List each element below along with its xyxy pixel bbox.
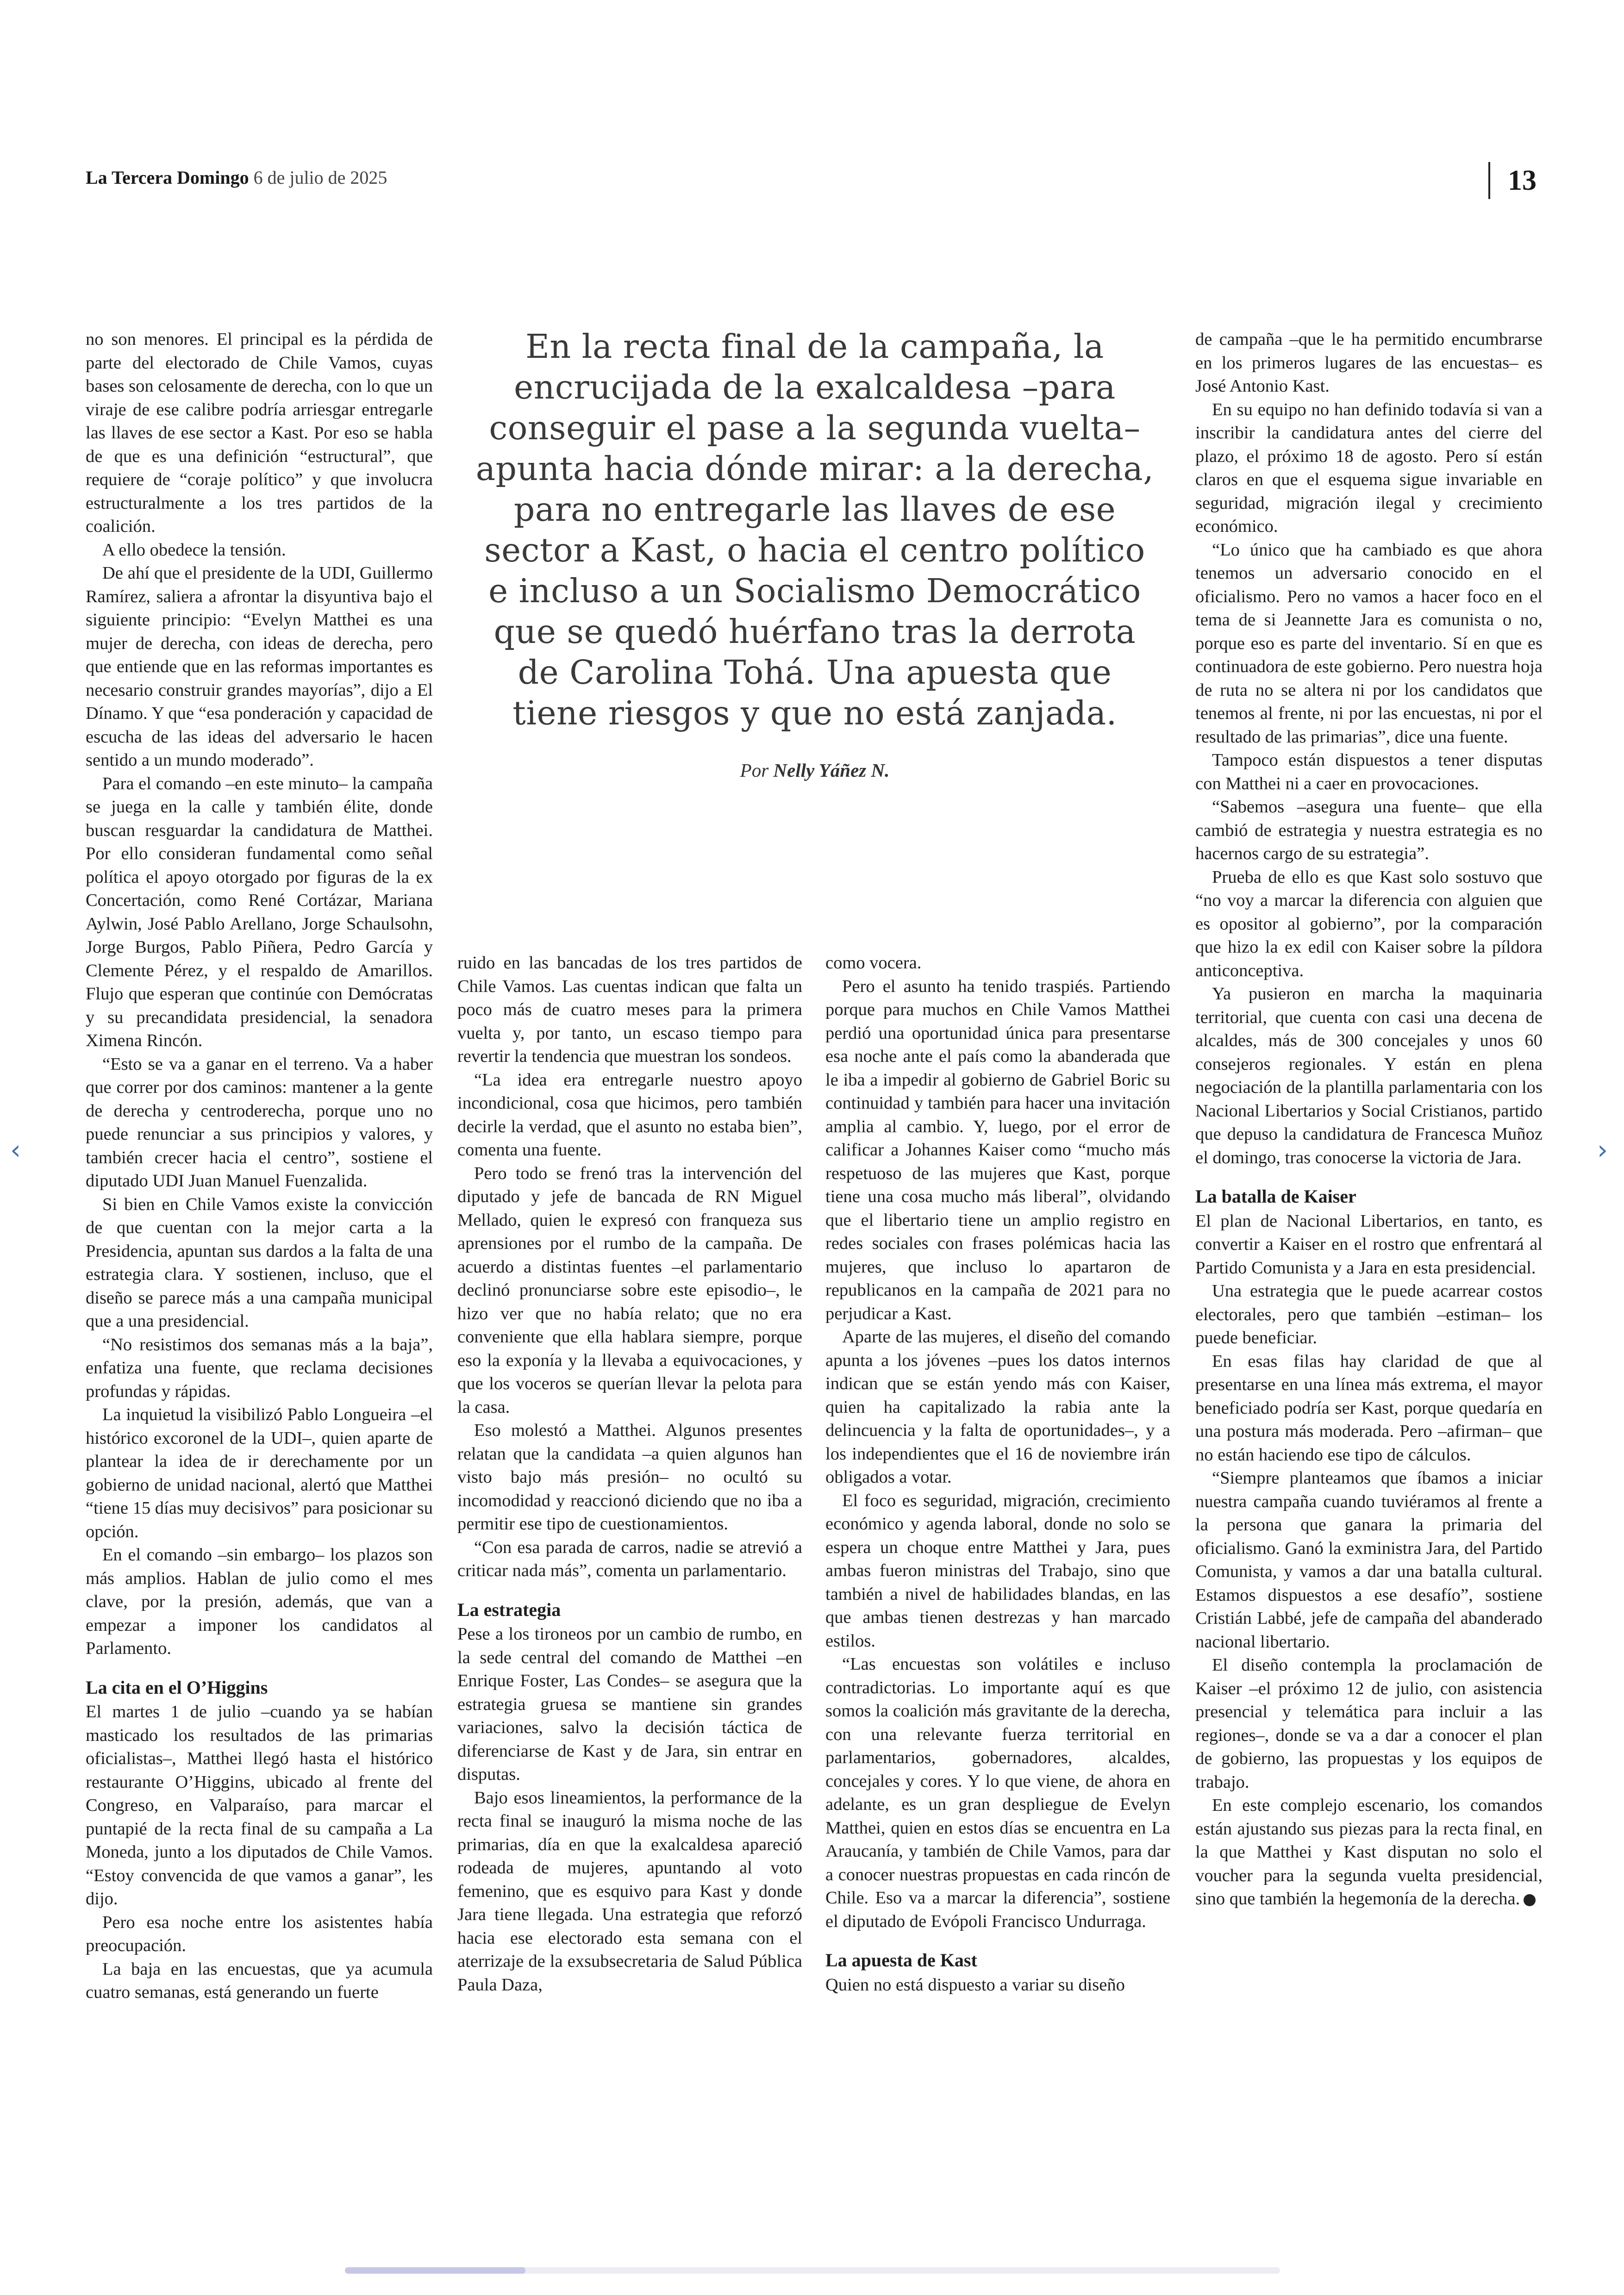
end-mark-icon xyxy=(1524,1894,1536,1906)
section-heading: La batalla de Kaiser xyxy=(1195,1186,1356,1207)
paragraph: Si bien en Chile Vamos existe la convicción de que cuentan con la mejor carta a la Presidencia, apuntan sus dardos a la falta de una estrategia clara. Y sostienen, incluso, que el diseño se parece más a una campaña municipal que a una presidencial. xyxy=(86,1194,433,1331)
article-column-2 xyxy=(457,951,802,1996)
paragraph: “Siempre planteamos que íbamos a iniciar nuestra campaña cuando tuviéramos al frente a la persona que ganara la primaria del oficialismo. Ganó la exministra Jara, del Partido Comunista, y vamos a dar una batalla cultural. Estamos dispuestos a ese desafío”, sostiene Cristián Labbé, jefe de campaña del abanderado nacional libertario. xyxy=(1195,1468,1543,1652)
paragraph: Bajo esos lineamientos, la performance de la recta final se inauguró la misma noche de las primarias, día en que la exalcaldesa apareció rodeada de mujeres, apuntando al voto femenino, que es esquivo para Kast y donde Jara tiene llegada. Una estrategia que reforzó hacia ese electorado esta semana con el aterrizaje de la exsubsecretaria de Salud Pública Paula Daza, xyxy=(457,1788,802,1995)
paragraph: “Lo único que ha cambiado es que ahora tenemos un adversario conocido en el oficialismo. Pero no vamos a hacer foco en el tema de si Jeannette Jara es comunista o no, porque eso es parte del inventario. Sí en que es continuadora de este gobierno. Pero nuestra hoja de ruta no se altera ni por los candidatos que tenemos al frente, ni por las encuestas, ni por el resultado de las primarias”, dice una fuente. xyxy=(1195,540,1543,747)
paragraph: “Las encuestas son volátiles e incluso contradictorias. Lo importante aquí es que somos la coalición más gravitante de la derecha, con una relevante fuerza territorial en parlamentarios, gobernadores, alcaldes, concejales y cores. Y lo que viene, de ahora en adelante, es un gran despliegue de Evelyn Matthei, quien en estos días se encuentra en La Araucanía, y también de Chile Vamos, para dar a conocer nuestras propuestas en cada rincón de Chile. Eso va a marcar la diferencia”, sostiene el diputado de Evópoli Francisco Undurraga. xyxy=(825,1654,1170,1931)
article-column-3 xyxy=(825,951,1170,1996)
paragraph: no son menores. El principal es la pérdida de parte del electorado de Chile Vamos, cuyas bases son celosamente de derecha, con lo que un viraje de ese calibre podría arriesgar entregarle las llaves de ese sector a Kast. Por eso se habla de que es una definición “estructural”, que requiere de “coraje político” y que involucra estructuralmente a los tres partidos de la coalición. xyxy=(86,330,433,536)
chevron-right-icon[interactable]: › xyxy=(1597,1134,1608,1166)
byline xyxy=(472,759,1157,781)
paragraph: Pero esa noche entre los asistentes había preocupación. xyxy=(86,1912,433,1955)
paragraph: La inquietud la visibilizó Pablo Longueira –el histórico excoronel de la UDI–, quien aparte de plantear la idea de ir derechamente por un gobierno de unidad nacional, alertó que Matthei “tiene 15 días muy decisivos” para posicionar su opción. xyxy=(86,1405,433,1541)
article-column-1 xyxy=(86,328,433,2004)
paragraph: “Esto se va a ganar en el terreno. Va a haber que correr por dos caminos: mantener a la gente de derecha y centroderecha, porque uno no puede renunciar a sus principios y valores, y también crecer hacia el centro”, sostiene el diputado UDI Juan Manuel Fuenzalida. xyxy=(86,1054,433,1191)
paragraph: Tampoco están dispuestos a tener disputas con Matthei ni a caer en provocaciones. xyxy=(1195,750,1543,793)
paragraph: “La idea era entregarle nuestro apoyo incondicional, cosa que hicimos, pero también decirle la verdad, que el asunto no estaba bien”, comenta una fuente. xyxy=(457,1070,802,1160)
paragraph: Aparte de las mujeres, el diseño del comando apunta a los jóvenes –pues los datos internos indican que se están yendo más con Kaiser, quien ha capitalizado la rabia ante la delincuencia y la falta de oportunidades–, y a los independientes que el 16 de noviembre irán obligados a votar. xyxy=(825,1327,1170,1487)
chevron-left-icon[interactable]: ‹ xyxy=(10,1134,21,1166)
paragraph: En esas filas hay claridad de que al presentarse en una línea más extrema, el mayor beneficiado podría ser Kast, porque quedaría en una postura más moderada. Pero –afirman– que no están haciendo ese tipo de cálculos. xyxy=(1195,1351,1543,1465)
byline-author: Nelly Yáñez N. xyxy=(773,760,890,781)
publication-name: La Tercera Domingo xyxy=(86,167,249,188)
paragraph: En su equipo no han definido todavía si van a inscribir la candidatura antes del cierre del plazo, el próximo 18 de agosto. Pero sí están claros en que el esquema sigue invariable en seguridad, migración ilegal y crecimiento económico. xyxy=(1195,399,1543,536)
paragraph: ruido en las bancadas de los tres partidos de Chile Vamos. Las cuentas indican que falta un poco más de cuatro meses para la primera vuelta y, por tanto, un escaso tiempo para revertir la tendencia que muestran los sondeos. xyxy=(457,953,802,1066)
paragraph: Quien no está dispuesto a variar su diseño xyxy=(825,1975,1125,1995)
paragraph: El foco es seguridad, migración, crecimiento económico y agenda laboral, donde no solo se espera un choque entre Matthei y Jara, pues ambas fueron ministras del Trabajo, sino que también a nivel de habilidades blandas, en las que ambas tienen destrezas y han marcado estilos. xyxy=(825,1491,1170,1651)
paragraph: Eso molestó a Matthei. Algunos presentes relatan que la candidata –a quien algunos han visto bajo más presión– no ocultó su incomodidad y reaccionó diciendo que no iba a permitir ese tipo de cuestionamientos. xyxy=(457,1421,802,1534)
paragraph: El martes 1 de julio –cuando ya se habían masticado los resultados de las primarias oficialistas–, Matthei llegó hasta el histórico restaurante O’Higgins, ubicado al frente del Congreso, en Valparaíso, para marcar el puntapié de la recta final de su campaña a La Moneda, junto a los diputados de Chile Vamos. “Estoy convencida de que vamos a ganar”, les dijo. xyxy=(86,1702,433,1908)
scrollbar-thumb[interactable] xyxy=(345,2267,525,2274)
section-heading: La apuesta de Kast xyxy=(825,1950,977,1971)
paragraph: “No resistimos dos semanas más a la baja”, enfatiza una fuente, que reclama decisiones profundas y rápidas. xyxy=(86,1335,433,1401)
article-deck: En la recta final de la campaña, la encrucijada de la exalcaldesa –para conseguir el pase a la segunda vuelta– apunta hacia dónde mirar: a la derecha, para no entregarle las llaves de ese sector a Kast, o hacia el centro político e incluso a un Socialismo Democrático que se quedó huérfano tras la derrota de Carolina Tohá. Una apuesta que tiene riesgos y que no está zanjada. xyxy=(475,327,1154,732)
section-heading: La estrategia xyxy=(457,1599,561,1620)
paragraph: Para el comando –en este minuto– la campaña se juega en la calle y también élite, donde buscan resguardar la candidatura de Matthei. Por ello consideran fundamental como señal política el apoyo otorgado por figuras de la ex Concertación, como René Cortázar, Mariana Aylwin, José Pablo Arellano, Jorge Schaulsohn, Jorge Burgos, Pablo Piñera, Pedro García y Clemente Pérez, y el respaldo de Amarillos. Flujo que esperan que continúe con Demócratas y su precandidata presidencial, la senadora Ximena Rincón. xyxy=(86,773,433,1050)
paragraph: Pero el asunto ha tenido traspiés. Partiendo porque para muchos en Chile Vamos Matthei perdió una oportunidad única para presentarse esa noche ante el país como la abanderada que le iba a impedir al gobierno de Gabriel Boric su continuidad y también para hacer una invitación amplia al cambio. Y, luego, por el error de calificar a Johannes Kaiser como “mucho más respetuoso de las mujeres que Kast, porque tiene una cosa mucho más liberal”, olvidando que el libertario tiene un amplio registro en redes sociales con frases polémicas hacia las mujeres, que incluso lo apartaron de republicanos en la campaña de 2021 para no perjudicar a Kast. xyxy=(825,976,1170,1323)
paragraph: Pese a los tironeos por un cambio de rumbo, en la sede central del comando de Matthei –en Enrique Foster, Las Condes– se asegura que la estrategia gruesa se mantiene sin grandes variaciones, salvo la decisión táctica de diferenciarse de Kast y de Jara, sin entrar en disputas. xyxy=(457,1624,802,1784)
paragraph-final xyxy=(1195,1794,1543,1911)
paragraph: Pero todo se frenó tras la intervención del diputado y jefe de bancada de RN Miguel Mellado, quien le expresó con franqueza sus aprensiones por el rumbo de la campaña. De acuerdo a distintas fuentes –el parlamentario declinó pronunciarse sobre este episodio–, le hizo ver que no había relato; que no era conveniente que ella hablara siempre, porque eso la exponía y la llevaba a equivocaciones, y que los voceros se querían llevar la pelota para la casa. xyxy=(457,1163,802,1417)
paragraph: de campaña –que le ha permitido encumbrarse en los primeros lugares de las encuestas– es José Antonio Kast. xyxy=(1195,330,1543,396)
page-header xyxy=(86,167,387,188)
paragraph: Ya pusieron en marcha la maquinaria territorial, que cuenta con casi una decena de alcaldes, más de 300 concejales y unos 60 consejeros regionales. Y están en plena negociación de la plantilla parlamentaria con los Nacional Libertarios y Social Cristianos, partido que depuso la candidatura de Francesca Muñoz el domingo, tras conocerse la victoria de Jara. xyxy=(1195,984,1543,1167)
paragraph: El diseño contempla la proclamación de Kaiser –el próximo 12 de julio, con asistencia presencial y telemática para incluir a las regiones–, donde se va a dar a conocer el plan de gobierno, las propuestas y los equipos de trabajo. xyxy=(1195,1655,1543,1792)
paragraph: “Sabemos –asegura una fuente– que ella cambió de estrategia y nuestra estrategia es no hacernos cargo de su estrategia”. xyxy=(1195,797,1543,863)
article-column-4 xyxy=(1195,328,1543,1911)
paragraph: Prueba de ello es que Kast solo sostuvo que “no voy a marcar la diferencia con alguien que es opositor al gobierno”, por la comparación que hizo la ex edil con Kaiser sobre la píldora anticonceptiva. xyxy=(1195,867,1543,980)
page-number: 13 xyxy=(1488,162,1537,199)
paragraph-text: En este complejo escenario, los comandos están ajustando sus piezas para la recta final, en la que Matthei y Kast disputan no solo el voucher para la segunda vuelta presidencial, sino que también la hegemonía de la derecha. xyxy=(1195,1796,1543,1908)
byline-prefix: Por xyxy=(740,760,769,781)
section-heading: La cita en el O’Higgins xyxy=(86,1677,268,1698)
paragraph: La baja en las encuestas, que ya acumula cuatro semanas, está generando un fuerte xyxy=(86,1959,433,2002)
paragraph: De ahí que el presidente de la UDI, Guillermo Ramírez, saliera a afrontar la disyuntiva bajo el siguiente principio: “Evelyn Matthei es una mujer de derecha, con ideas de derecha, pero que entiende que en las reformas importantes es necesario construir grandes mayorías”, dijo a El Dínamo. Y que “esa ponderación y capacidad de escucha de las ideas del adversario le hacen sentido a un mundo moderado”. xyxy=(86,563,433,770)
paragraph: “Con esa parada de carros, nadie se atrevió a criticar nada más”, comenta un parlamentario. xyxy=(457,1537,802,1580)
publication-date: 6 de julio de 2025 xyxy=(253,167,387,188)
horizontal-scrollbar[interactable] xyxy=(345,2267,1280,2274)
paragraph: A ello obedece la tensión. xyxy=(102,540,286,560)
paragraph: El plan de Nacional Libertarios, en tanto, es convertir a Kaiser en el rostro que enfrentará al Partido Comunista y a Jara en esta presidencial. xyxy=(1195,1211,1543,1278)
paragraph: En el comando –sin embargo– los plazos son más amplios. Hablan de julio como el mes clave, por la presión, además, que van a empezar a imponer los candidatos al Parlamento. xyxy=(86,1545,433,1658)
paragraph: Una estrategia que le puede acarrear costos electorales, pero que también –estiman– los puede beneficiar. xyxy=(1195,1281,1543,1347)
paragraph: como vocera. xyxy=(825,953,922,973)
